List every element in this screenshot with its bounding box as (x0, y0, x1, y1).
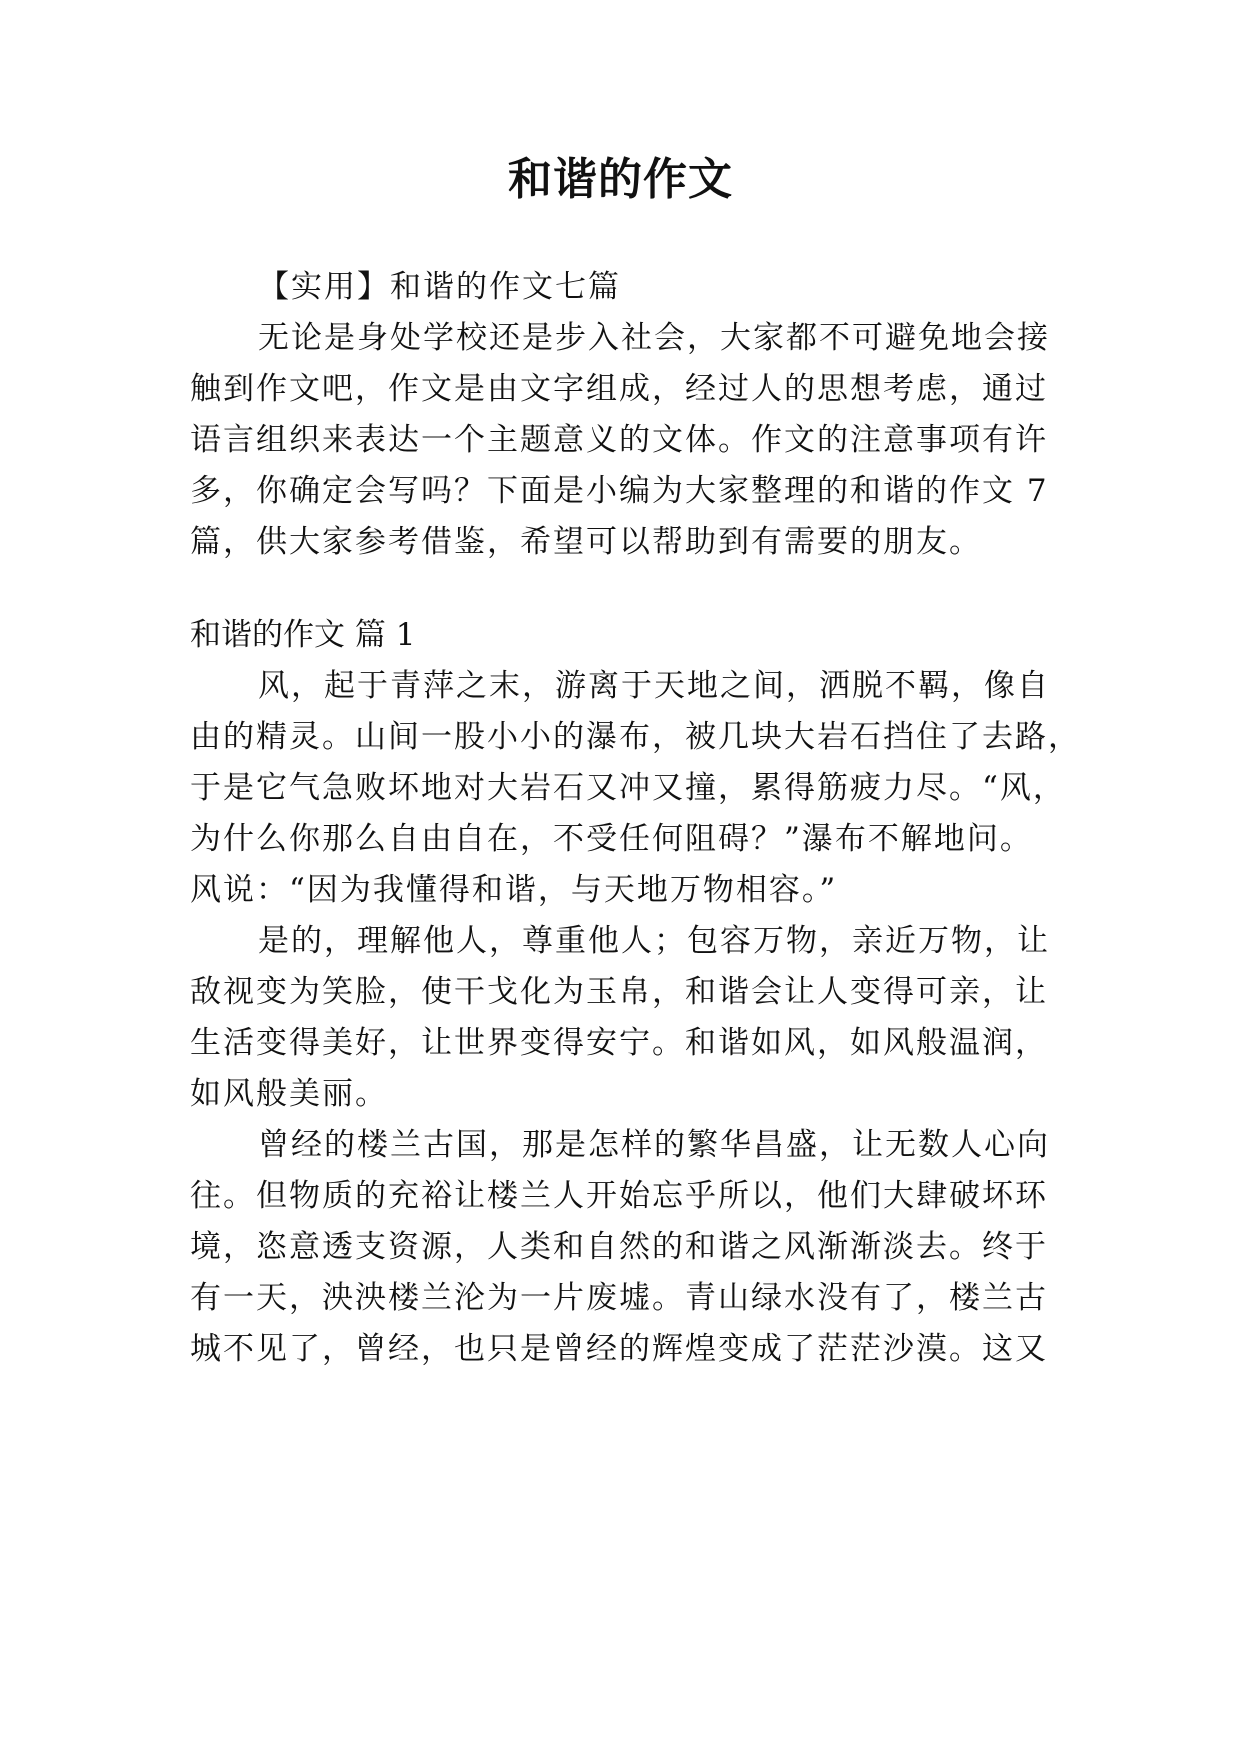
paragraph-line: 于是它气急败坏地对大岩石又冲又撞，累得筋疲力尽。“风， (190, 770, 1066, 806)
document-title: 和谐的作文 (508, 154, 733, 205)
subtitle-line: 【实用】和谐的作文七篇 (258, 269, 621, 305)
paragraph-line: 生活变得美好，让世界变得安宁。和谐如风，如风般温润， (190, 1025, 1048, 1061)
paragraph-line: 由的精灵。山间一股小小的瀑布，被几块大岩石挡住了去路， (190, 719, 1081, 755)
paragraph-line: 有一天，泱泱楼兰沦为一片废墟。青山绿水没有了，楼兰古 (190, 1280, 1048, 1316)
paragraph-line: 敌视变为笑脸，使干戈化为玉帛，和谐会让人变得可亲，让 (190, 974, 1048, 1010)
paragraph-line: 是的，理解他人，尊重他人；包容万物，亲近万物，让 (258, 923, 1050, 959)
intro-line: 篇，供大家参考借鉴，希望可以帮助到有需要的朋友。 (190, 524, 982, 560)
paragraph-line: 风，起于青萍之末，游离于天地之间，洒脱不羁，像自 (258, 668, 1050, 704)
section-heading: 和谐的作文 篇 1 (190, 617, 416, 653)
intro-line: 触到作文吧，作文是由文字组成，经过人的思想考虑，通过 (190, 371, 1048, 407)
paragraph-line: 境，恣意透支资源，人类和自然的和谐之风渐渐淡去。终于 (190, 1229, 1048, 1265)
paragraph-line: 为什么你那么自由自在，不受任何阻碍？”瀑布不解地问。 (190, 821, 1033, 857)
paragraph-line: 风说：“因为我懂得和谐，与天地万物相容。” (190, 872, 838, 908)
paragraph-line: 往。但物质的充裕让楼兰人开始忘乎所以，他们大肆破坏环 (190, 1178, 1048, 1214)
paragraph-line: 如风般美丽。 (190, 1076, 388, 1112)
paragraph-line: 曾经的楼兰古国，那是怎样的繁华昌盛，让无数人心向 (258, 1127, 1050, 1163)
paragraph-line: 城不见了，曾经，也只是曾经的辉煌变成了茫茫沙漠。这又 (190, 1331, 1048, 1367)
intro-line: 多，你确定会写吗？下面是小编为大家整理的和谐的作文 7 (190, 473, 1049, 509)
intro-line: 语言组织来表达一个主题意义的文体。作文的注意事项有许 (190, 422, 1048, 458)
intro-line: 无论是身处学校还是步入社会，大家都不可避免地会接 (258, 320, 1050, 356)
